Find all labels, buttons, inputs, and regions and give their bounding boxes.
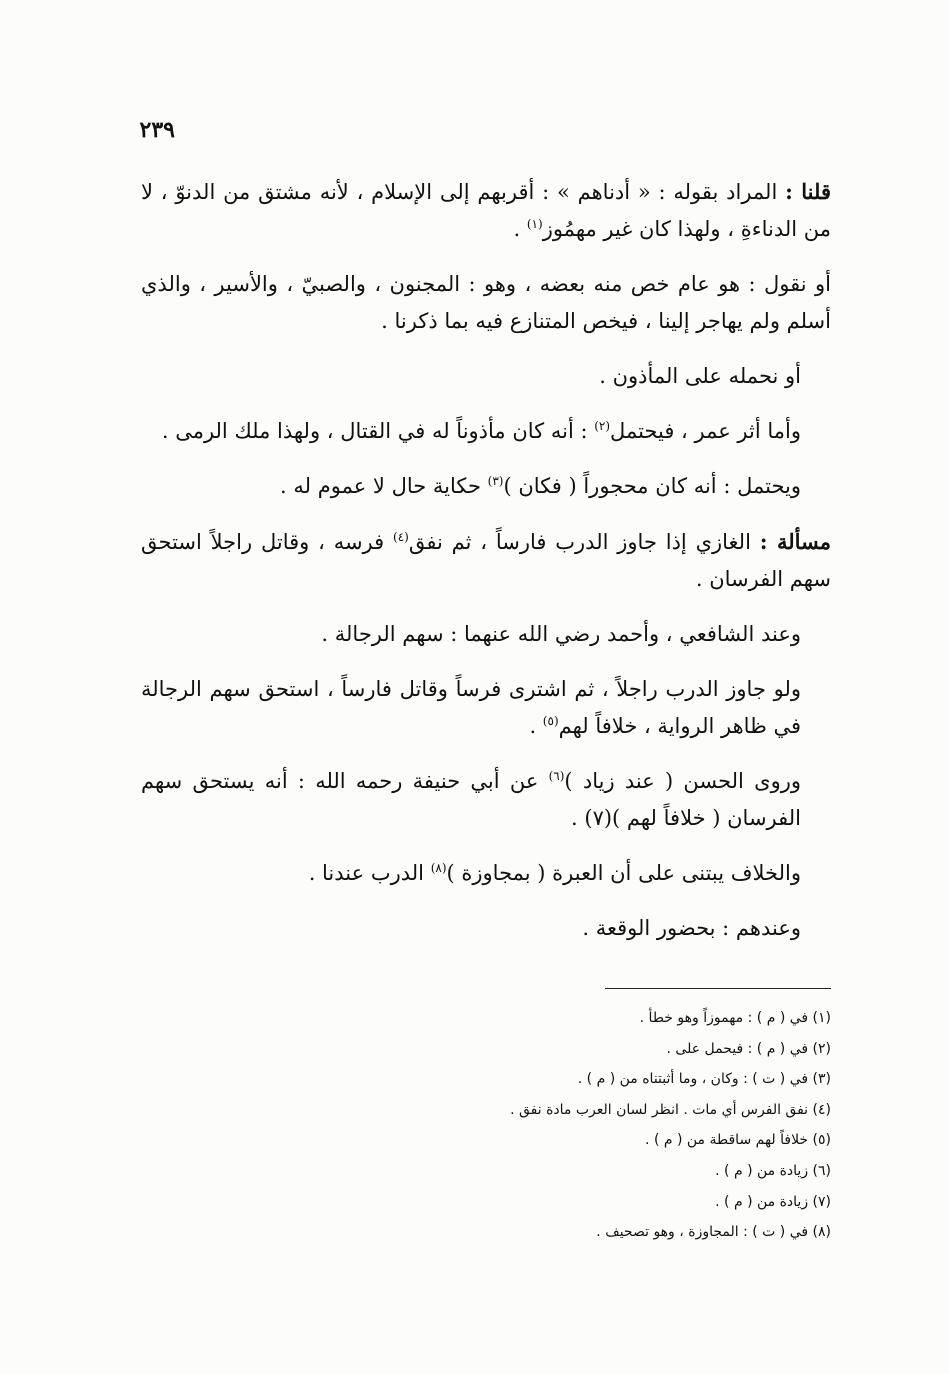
footnote-8: (٨) في ( ت ) : المجاوزة ، وهو تصحيف .	[596, 1224, 831, 1241]
footnote-ref-4: (٤)	[393, 530, 409, 544]
footnote-ref-2: (٢)	[594, 419, 611, 433]
footnote-7: (٧) زيادة من ( م ) .	[715, 1193, 831, 1210]
paragraph-10: والخلاف يبتنى على أن العبرة ( بمجاوزة )$^{(٨)}$ الدرب عندنا .	[308, 861, 801, 885]
footnote-1: (١) في ( م ) : مهموزاً وهو خطأ .	[639, 1010, 831, 1026]
footnote-divider	[605, 988, 831, 989]
paragraph-1: قلنا : المراد بقوله : « أدناهم » : أقربهم إلى الإسلام ، لأنه مشتق من الدنوّ ، لا من الدناءةِ ، ولهذا كان غير مهمُوز$^{(١)}$ .	[141, 179, 831, 241]
paragraph-4: وأما أثر عمر ، فيحتمل$^{(٢)}$ : أنه كان مأذوناً له في القتال ، ولهذا ملك الرمى .	[161, 419, 801, 443]
footnote-6: (٦) زيادة من ( م ) .	[715, 1162, 831, 1179]
paragraph-3: أو نحمله على المأذون .	[599, 364, 801, 388]
footnote-3: (٣) في ( ت ) : وكان ، وما أثبتناه من ( م ) .	[577, 1071, 831, 1088]
paragraph-7: وعند الشافعي ، وأحمد رضي الله عنهما : سهم الرجالة .	[321, 622, 801, 646]
paragraph-2: أو نقول : هو عام خص منه بعضه ، وهو : المجنون ، والصبيّ ، والأسير ، والذي أسلم ولم يهاجر إلينا ، فيخص المتنازع فيه بما ذكرنا .	[141, 272, 831, 333]
footnote-ref-3: (٣)	[487, 474, 504, 488]
footnote-4: (٤) نفق الفرس أي مات . انظر لسان العرب مادة نفق .	[510, 1101, 831, 1118]
footnote-ref-8: (٨)	[430, 861, 447, 875]
footnotes	[131, 1003, 831, 1248]
paragraph-5: ويحتمل : أنه كان محجوراً ( فكان )$^{(٣)}$ حكاية حال لا عموم له .	[280, 474, 801, 498]
main-text	[141, 173, 831, 965]
paragraph-8: ولو جاوز الدرب راجلاً ، ثم اشترى فرساً وقاتل فارساً ، استحق سهم الرجالة في ظاهر الرواية ، خلافاً لهم$^{(٥)}$ .	[141, 677, 801, 738]
page-number: ٢٣٩	[139, 117, 175, 143]
footnote-ref-1: (١)	[526, 217, 543, 231]
paragraph-11: وعندهم : بحضور الوقعة .	[582, 916, 801, 940]
footnote-5: (٥) خلافاً لهم ساقطة من ( م ) .	[645, 1132, 831, 1149]
footnote-ref-6: (٦)	[548, 769, 565, 783]
paragraph-6: مسألة : الغازي إذا جاوز الدرب فارساً ، ثم نفق$^{(٤)}$ فرسه ، وقاتل راجلاً استحق سهم الفرسان .	[141, 529, 831, 591]
paragraph-9: وروى الحسن ( عند زياد )$^{(٦)}$ عن أبي حنيفة رحمه الله : أنه يستحق سهم الفرسان ( خلافاً لهم )(٧) .	[141, 769, 801, 830]
footnote-ref-5: (٥)	[542, 714, 559, 728]
footnote-2: (٢) في ( م ) : فيحمل على .	[666, 1040, 831, 1057]
